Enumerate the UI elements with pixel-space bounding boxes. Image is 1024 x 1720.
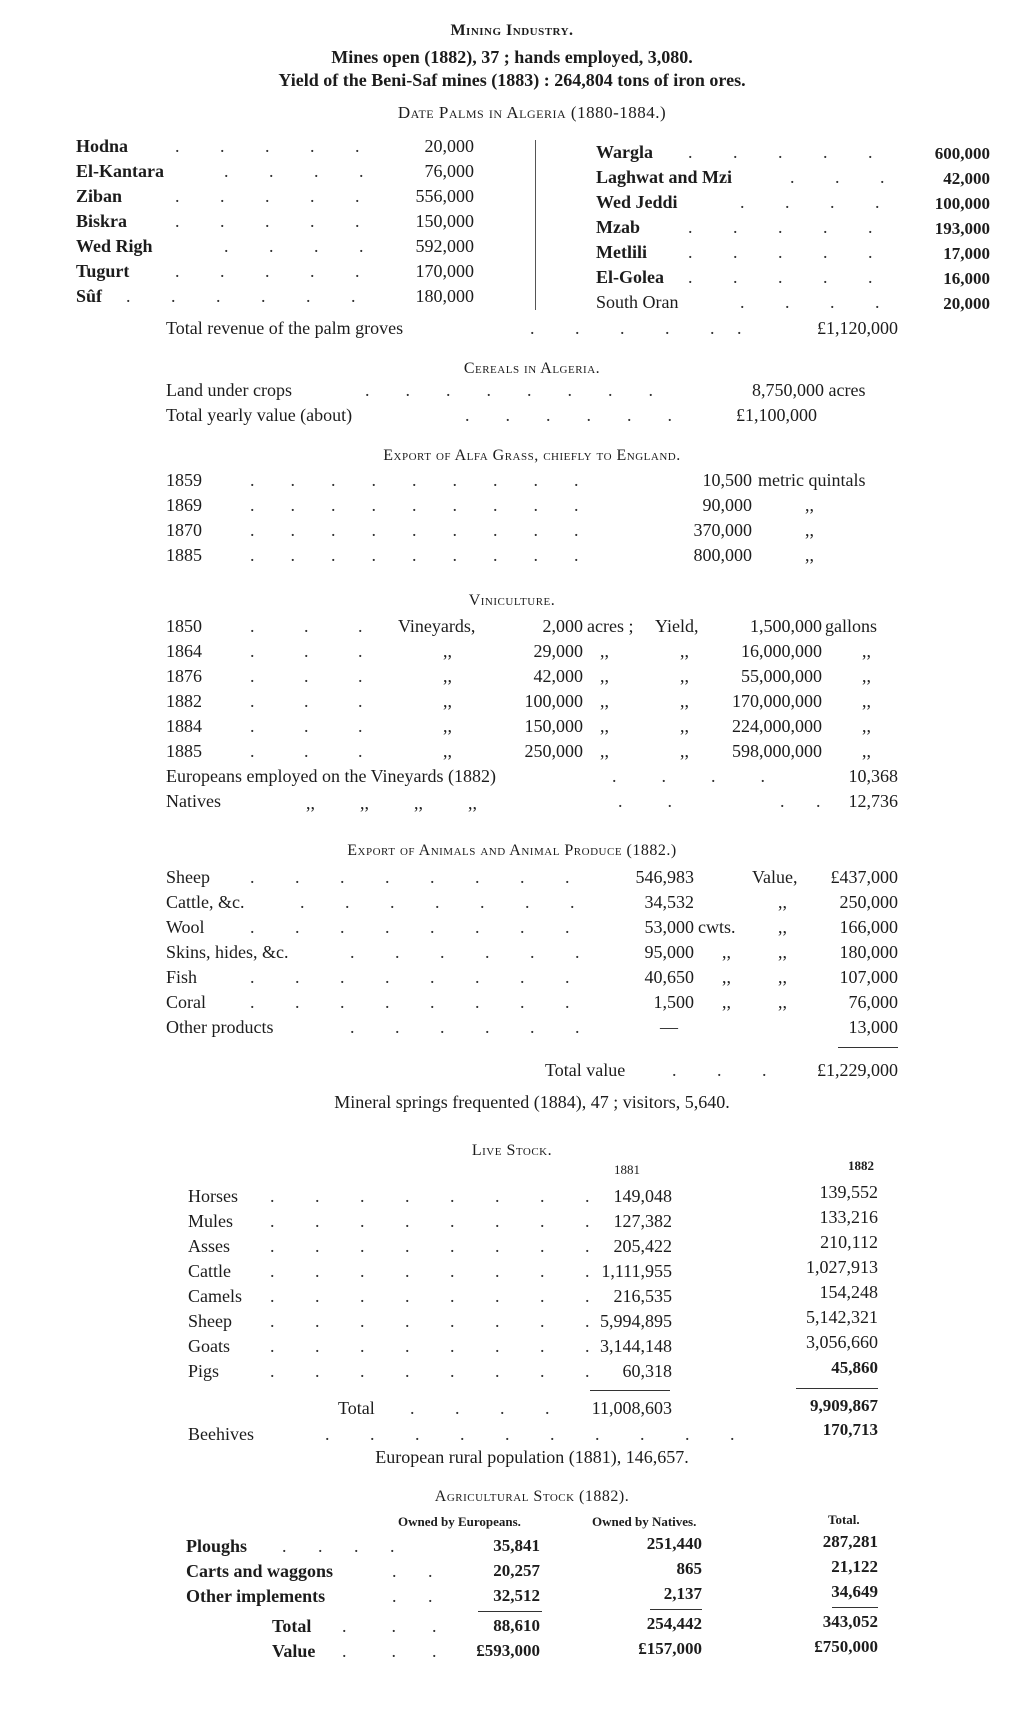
vine-yield-label: Yield, bbox=[655, 616, 699, 636]
column-header-total: Total. bbox=[828, 1512, 860, 1527]
product-unit: cwts. bbox=[698, 917, 736, 937]
leader-dots: . . . . . . . . . bbox=[250, 545, 579, 565]
vine-acres-unit: ,, bbox=[600, 691, 609, 711]
natives-ditto-marks: ,, ,, ,, ,, bbox=[306, 793, 477, 813]
district-name: Sûf bbox=[76, 286, 103, 306]
alfa-year: 1859 bbox=[166, 470, 202, 490]
leader-dots: . . . . . bbox=[688, 267, 873, 287]
vine-year: 1876 bbox=[166, 666, 202, 686]
value-ditto: ,, bbox=[778, 992, 787, 1012]
vine-acres-unit: ,, bbox=[600, 666, 609, 686]
palm-count: 600,000 bbox=[934, 144, 990, 163]
leader-dots: . . . bbox=[342, 1616, 437, 1636]
value-label: Value bbox=[272, 1641, 316, 1661]
mining-line-2: Yield of the Beni-Saf mines (1883) : 264,804 tons of iron ores. bbox=[278, 70, 746, 90]
leader-dots: . . . bbox=[250, 691, 363, 711]
leader-dots: . . . . . . . . bbox=[270, 1336, 590, 1356]
leader-dots: . . . . . . . . bbox=[270, 1186, 590, 1206]
natives-label: Natives bbox=[166, 791, 221, 811]
product-value: 250,000 bbox=[839, 892, 898, 912]
product-quantity-dash: — bbox=[660, 1017, 678, 1037]
implement-name: Carts and waggons bbox=[186, 1561, 334, 1581]
column-header-natives: Owned by Natives. bbox=[592, 1514, 697, 1529]
vine-yield-label: ,, bbox=[680, 716, 689, 736]
leader-dots: . . . . bbox=[282, 1536, 395, 1556]
product-value: 76,000 bbox=[848, 992, 898, 1012]
implement-name: Other implements bbox=[186, 1586, 326, 1606]
leader-dots: . . . . bbox=[224, 236, 364, 256]
product-name: Other products bbox=[166, 1017, 274, 1037]
vine-gallons: 170,000,000 bbox=[732, 691, 822, 711]
sum-rule-1882 bbox=[796, 1388, 878, 1389]
count-1881: 205,422 bbox=[613, 1236, 672, 1256]
leader-dots: . . . . . . bbox=[126, 286, 356, 306]
total-total: 343,052 bbox=[822, 1612, 878, 1631]
alfa-year: 1869 bbox=[166, 495, 202, 515]
vine-gallons-unit: gallons bbox=[825, 616, 877, 636]
leader-dots: . . . . . . bbox=[350, 942, 580, 962]
owned-by-natives: 251,440 bbox=[646, 1534, 702, 1553]
district-name: Laghwat and Mzi bbox=[596, 167, 733, 187]
product-quantity: 53,000 bbox=[644, 917, 694, 937]
leader-dots: . . . . . bbox=[175, 186, 360, 206]
leader-dots: . . . . . . . . bbox=[270, 1261, 590, 1281]
alfa-unit-ditto: ,, bbox=[805, 545, 814, 565]
total-1882: 9,909,867 bbox=[810, 1396, 878, 1415]
cereals-label: Land under crops bbox=[166, 380, 292, 400]
vine-year: 1882 bbox=[166, 691, 202, 711]
palm-count: 20,000 bbox=[943, 294, 990, 313]
leader-dots: . . . . . . . . bbox=[250, 992, 570, 1012]
palm-count: 100,000 bbox=[934, 194, 990, 213]
count-1881: 3,144,148 bbox=[600, 1336, 672, 1356]
leader-dots: . . . . . . bbox=[465, 405, 672, 425]
value-europeans: £593,000 bbox=[476, 1641, 540, 1660]
vine-yield-label: ,, bbox=[680, 641, 689, 661]
district-name: Biskra bbox=[76, 211, 128, 231]
total-owned: 21,122 bbox=[831, 1557, 878, 1576]
cereals-value: £1,100,000 bbox=[736, 405, 817, 425]
leader-dots: . . . . . . . . . bbox=[250, 495, 579, 515]
sum-rule-natives bbox=[650, 1609, 702, 1610]
leader-dots: . . bbox=[392, 1561, 433, 1581]
district-name: Tugurt bbox=[76, 261, 130, 281]
leader-dots: . . . . . . . . bbox=[250, 917, 570, 937]
vine-acres: 100,000 bbox=[524, 691, 583, 711]
leader-dots: . . . . . . . . bbox=[250, 967, 570, 987]
total-value: £1,120,000 bbox=[817, 318, 898, 338]
vine-acres-unit: acres ; bbox=[587, 616, 634, 636]
leader-dots: . . . . . . . bbox=[300, 892, 575, 912]
viniculture-title: Viniculture. bbox=[468, 592, 556, 609]
count-1882: 45,860 bbox=[831, 1358, 878, 1377]
leader-dots: . . . bbox=[250, 616, 363, 636]
europeans-value: 10,368 bbox=[848, 766, 898, 786]
rural-population-note: European rural population (1881), 146,657. bbox=[375, 1447, 689, 1467]
vine-year: 1885 bbox=[166, 741, 202, 761]
unit-ditto: ,, bbox=[722, 992, 731, 1012]
leader-dots: . . . bbox=[250, 741, 363, 761]
product-value: 180,000 bbox=[839, 942, 898, 962]
value-ditto: ,, bbox=[778, 892, 787, 912]
animal-name: Sheep bbox=[188, 1311, 232, 1331]
livestock-title: Live Stock. bbox=[471, 1142, 553, 1159]
vine-acres: 150,000 bbox=[524, 716, 583, 736]
product-quantity: 1,500 bbox=[653, 992, 694, 1012]
unit-ditto: ,, bbox=[722, 942, 731, 962]
count-1882: 210,112 bbox=[820, 1232, 878, 1252]
count-1881: 5,994,895 bbox=[600, 1311, 672, 1331]
count-1881: 127,382 bbox=[613, 1211, 672, 1231]
leader-dots: . . . bbox=[250, 641, 363, 661]
vine-gallons-unit: ,, bbox=[862, 741, 871, 761]
total-label: Total value bbox=[545, 1060, 626, 1080]
product-quantity: 34,532 bbox=[644, 892, 694, 912]
count-1882: 133,216 bbox=[819, 1207, 878, 1227]
unit-ditto: ,, bbox=[722, 967, 731, 987]
district-name: El-Kantara bbox=[76, 161, 164, 181]
product-value: 107,000 bbox=[839, 967, 898, 987]
product-value: 13,000 bbox=[848, 1017, 898, 1037]
cereals-label: Total yearly value (about) bbox=[166, 405, 353, 425]
leader-dots: . . . . bbox=[612, 766, 765, 786]
count-1881: 1,111,955 bbox=[601, 1261, 672, 1281]
alfa-value: 10,500 bbox=[702, 470, 752, 490]
alfa-unit: metric quintals bbox=[758, 470, 866, 490]
animal-name: Cattle bbox=[188, 1261, 231, 1281]
animal-name: Mules bbox=[188, 1211, 233, 1231]
beehives-value: 170,713 bbox=[822, 1420, 878, 1439]
leader-dots: . . . . . . . . bbox=[250, 867, 570, 887]
animal-name: Pigs bbox=[188, 1361, 220, 1381]
vine-gallons-unit: ,, bbox=[862, 716, 871, 736]
district-name: Mzab bbox=[596, 217, 640, 237]
leader-dots: . . . . bbox=[224, 161, 364, 181]
leader-dots: . . . . . . . . bbox=[270, 1211, 590, 1231]
product-name: Fish bbox=[166, 967, 198, 987]
vine-yield-label: ,, bbox=[680, 741, 689, 761]
leader-dots: . . . . . bbox=[688, 142, 873, 162]
value-natives: £157,000 bbox=[638, 1639, 702, 1658]
vine-acres: 250,000 bbox=[524, 741, 583, 761]
column-header-1882: 1882 bbox=[848, 1158, 874, 1173]
mining-line-1: Mines open (1882), 37 ; hands employed, 3,080. bbox=[331, 47, 693, 67]
leader-dots: . . . bbox=[342, 1641, 437, 1661]
leader-dots: . . . . . . . . bbox=[270, 1361, 590, 1381]
vine-acres: 29,000 bbox=[533, 641, 583, 661]
palm-count: 76,000 bbox=[424, 161, 474, 181]
vine-gallons: 55,000,000 bbox=[741, 666, 822, 686]
vine-gallons-unit: ,, bbox=[862, 641, 871, 661]
total-value: £1,229,000 bbox=[817, 1060, 898, 1080]
leader-dots: . . . . . bbox=[175, 136, 360, 156]
product-name: Sheep bbox=[166, 867, 210, 887]
leader-dots: . . . bbox=[250, 666, 363, 686]
count-1882: 3,056,660 bbox=[806, 1332, 878, 1352]
vine-acres-unit: ,, bbox=[600, 741, 609, 761]
palm-count: 170,000 bbox=[415, 261, 474, 281]
leader-dots: . . . . . . . . bbox=[270, 1311, 590, 1331]
palm-count: 16,000 bbox=[943, 269, 990, 288]
column-header-europeans: Owned by Europeans. bbox=[398, 1514, 521, 1529]
leader-dots: . . . . . . . . . bbox=[250, 520, 579, 540]
cereals-title: Cereals in Algeria. bbox=[463, 360, 601, 377]
vine-label-ditto: ,, bbox=[443, 716, 452, 736]
product-name: Coral bbox=[166, 992, 206, 1012]
product-quantity: 546,983 bbox=[635, 867, 694, 887]
vine-gallons: 598,000,000 bbox=[732, 741, 822, 761]
leader-dots: . . . bbox=[250, 716, 363, 736]
value-ditto: ,, bbox=[778, 967, 787, 987]
total-label: Total bbox=[272, 1616, 312, 1636]
animal-name: Asses bbox=[188, 1236, 231, 1256]
leader-dots: . . . . bbox=[618, 791, 821, 811]
leader-dots: . . . . bbox=[740, 292, 880, 312]
animal-name: Goats bbox=[188, 1336, 230, 1356]
owned-by-natives: 2,137 bbox=[663, 1584, 702, 1603]
product-name: Skins, hides, &c. bbox=[166, 942, 289, 962]
beehives-label: Beehives bbox=[188, 1424, 254, 1444]
alfa-year: 1870 bbox=[166, 520, 202, 540]
owned-by-europeans: 20,257 bbox=[493, 1561, 540, 1580]
leader-dots: . . . . . bbox=[688, 217, 873, 237]
leader-dots: . . . . . . . . . bbox=[250, 470, 579, 490]
palm-count: 556,000 bbox=[415, 186, 474, 206]
total-label: Total revenue of the palm groves bbox=[166, 318, 404, 338]
palm-count: 150,000 bbox=[415, 211, 474, 231]
palm-count: 20,000 bbox=[424, 136, 474, 156]
leader-dots: . . . . bbox=[740, 192, 880, 212]
animals-title: Export of Animals and Animal Produce (1882.) bbox=[347, 842, 677, 859]
mineral-springs-note: Mineral springs frequented (1884), 47 ; visitors, 5,640. bbox=[334, 1092, 730, 1112]
count-1882: 5,142,321 bbox=[806, 1307, 878, 1327]
cereals-value: 8,750,000 acres bbox=[752, 380, 866, 400]
count-1882: 139,552 bbox=[819, 1182, 878, 1202]
vine-acres-unit: ,, bbox=[600, 716, 609, 736]
animal-name: Horses bbox=[188, 1186, 238, 1206]
owned-by-europeans: 32,512 bbox=[493, 1586, 540, 1605]
animal-name: Camels bbox=[188, 1286, 242, 1306]
count-1881: 60,318 bbox=[622, 1361, 672, 1381]
leader-dots: . . . bbox=[790, 167, 885, 187]
district-name: El-Golea bbox=[596, 267, 664, 287]
count-1882: 154,248 bbox=[819, 1282, 878, 1302]
product-value: 166,000 bbox=[839, 917, 898, 937]
vine-gallons: 16,000,000 bbox=[741, 641, 822, 661]
vine-label-ditto: ,, bbox=[443, 666, 452, 686]
alfa-value: 800,000 bbox=[693, 545, 752, 565]
value-ditto: ,, bbox=[778, 917, 787, 937]
leader-dots: . . . . . . bbox=[350, 1017, 580, 1037]
product-name: Wool bbox=[166, 917, 205, 937]
alfa-value: 370,000 bbox=[693, 520, 752, 540]
alfa-unit-ditto: ,, bbox=[805, 520, 814, 540]
total-label: Total bbox=[338, 1398, 375, 1418]
district-name: South Oran bbox=[596, 292, 679, 312]
leader-dots: . . . . bbox=[410, 1398, 550, 1418]
vine-yield-label: ,, bbox=[680, 666, 689, 686]
count-1881: 149,048 bbox=[613, 1186, 672, 1206]
leader-dots: . . bbox=[392, 1586, 433, 1606]
leader-dots: . . . . . bbox=[175, 211, 360, 231]
leader-dots: . . . . . . . . . . bbox=[325, 1424, 735, 1444]
leader-dots: . . . . . . bbox=[530, 318, 742, 338]
palm-count: 592,000 bbox=[415, 236, 474, 256]
leader-dots: . . . . . bbox=[175, 261, 360, 281]
vine-label-ditto: ,, bbox=[443, 691, 452, 711]
district-name: Wargla bbox=[596, 142, 653, 162]
palm-count: 42,000 bbox=[943, 169, 990, 188]
leader-dots: . . . bbox=[672, 1060, 767, 1080]
total-owned: 34,649 bbox=[831, 1582, 878, 1601]
value-ditto: ,, bbox=[778, 942, 787, 962]
product-value: £437,000 bbox=[830, 867, 898, 887]
total-owned: 287,281 bbox=[822, 1532, 878, 1551]
vine-acres: 2,000 bbox=[542, 616, 583, 636]
product-quantity: 95,000 bbox=[644, 942, 694, 962]
district-name: Hodna bbox=[76, 136, 129, 156]
owned-by-natives: 865 bbox=[676, 1559, 702, 1578]
date-palms-title: Date Palms in Algeria (1880-1884.) bbox=[397, 103, 667, 122]
vine-label: Vineyards, bbox=[398, 616, 476, 636]
district-name: Wed Righ bbox=[76, 236, 153, 256]
product-quantity: 40,650 bbox=[644, 967, 694, 987]
district-name: Ziban bbox=[76, 186, 123, 206]
count-1882: 1,027,913 bbox=[806, 1257, 878, 1277]
vine-year: 1884 bbox=[166, 716, 202, 736]
column-divider bbox=[535, 140, 536, 310]
sum-rule-europeans bbox=[478, 1611, 542, 1612]
product-name: Cattle, &c. bbox=[166, 892, 245, 912]
vine-label-ditto: ,, bbox=[443, 741, 452, 761]
implement-name: Ploughs bbox=[186, 1536, 248, 1556]
mining-title: Mining Industry. bbox=[450, 22, 574, 39]
value-total: £750,000 bbox=[814, 1637, 878, 1656]
vine-acres-unit: ,, bbox=[600, 641, 609, 661]
natives-value: 12,736 bbox=[848, 791, 898, 811]
palm-count: 180,000 bbox=[415, 286, 474, 306]
total-europeans: 88,610 bbox=[493, 1616, 540, 1635]
vine-year: 1850 bbox=[166, 616, 202, 636]
vine-label-ditto: ,, bbox=[443, 641, 452, 661]
value-label: Value, bbox=[752, 867, 798, 887]
leader-dots: . . . . . . . . bbox=[270, 1286, 590, 1306]
alfa-year: 1885 bbox=[166, 545, 202, 565]
sum-rule-total bbox=[832, 1607, 878, 1608]
alfa-unit-ditto: ,, bbox=[805, 495, 814, 515]
total-natives: 254,442 bbox=[646, 1614, 702, 1633]
district-name: Wed Jeddi bbox=[596, 192, 678, 212]
europeans-label: Europeans employed on the Vineyards (1882) bbox=[166, 766, 497, 786]
alfa-title: Export of Alfa Grass, chiefly to England. bbox=[383, 447, 681, 464]
total-1881: 11,008,603 bbox=[591, 1398, 672, 1418]
vine-gallons: 1,500,000 bbox=[750, 616, 822, 636]
palm-count: 193,000 bbox=[934, 219, 990, 238]
count-1881: 216,535 bbox=[613, 1286, 672, 1306]
agri-stock-title: Agricultural Stock (1882). bbox=[434, 1488, 630, 1505]
sum-rule-1881 bbox=[590, 1390, 670, 1391]
vine-gallons: 224,000,000 bbox=[732, 716, 822, 736]
vine-gallons-unit: ,, bbox=[862, 666, 871, 686]
owned-by-europeans: 35,841 bbox=[493, 1536, 540, 1555]
column-header-1881: 1881 bbox=[614, 1162, 640, 1177]
leader-dots: . . . . . bbox=[688, 242, 873, 262]
vine-yield-label: ,, bbox=[680, 691, 689, 711]
leader-dots: . . . . . . . . bbox=[270, 1236, 590, 1256]
vine-gallons-unit: ,, bbox=[862, 691, 871, 711]
alfa-value: 90,000 bbox=[702, 495, 752, 515]
district-name: Metlili bbox=[596, 242, 647, 262]
palm-count: 17,000 bbox=[943, 244, 990, 263]
vine-year: 1864 bbox=[166, 641, 202, 661]
sum-rule bbox=[838, 1047, 898, 1048]
vine-acres: 42,000 bbox=[533, 666, 583, 686]
leader-dots: . . . . . . . . bbox=[365, 380, 653, 400]
